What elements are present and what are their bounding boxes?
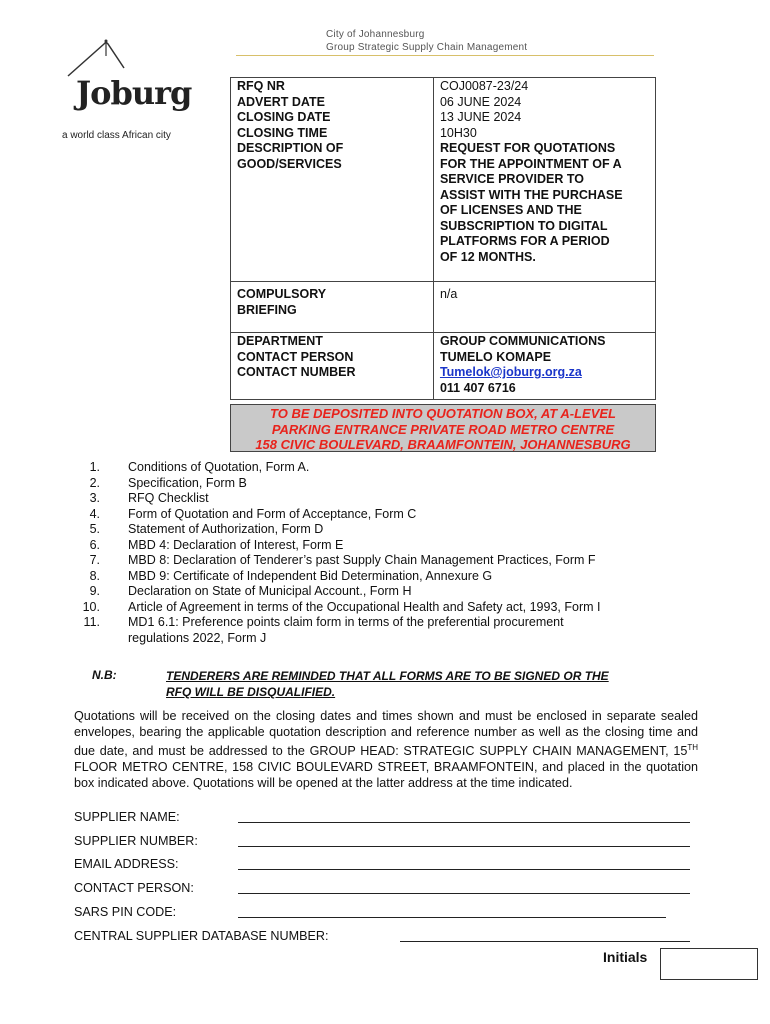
email-address-field[interactable] (238, 869, 690, 870)
supplier-number-field[interactable] (238, 846, 690, 847)
banner-line: 158 CIVIC BOULEVARD, BRAAMFONTEIN, JOHANNESBURG (255, 437, 631, 452)
contact-values (433, 333, 655, 400)
skyline-icon (64, 38, 184, 78)
csd-number-label: CENTRAL SUPPLIER DATABASE NUMBER: (74, 929, 329, 943)
contact-person-label-field: CONTACT PERSON: (74, 881, 194, 895)
table-row (231, 282, 656, 333)
briefing-label: COMPULSORY BRIEFING (231, 282, 434, 333)
contact-labels (231, 333, 434, 400)
submission-instructions: Quotations will be received on the closing dates and times shown and must be enclosed in separate sealed envelopes, bearing the applicable quotation description and reference number as well as the closing time and due date, and must be addressed to the GROUP HEAD: STRATEGIC SUPPLY CHAIN MANAGEMENT, 15TH FLOOR METRO CENTRE, 158 CIVIC BOULEVARD STREET, BRAAMFONTEIN, and placed in the quotation box indicated above. Quotations will be opened at the latter address at the time indicated. (74, 709, 698, 790)
table-row (231, 78, 656, 282)
deposit-instructions-banner (230, 404, 656, 452)
csd-number-field[interactable] (400, 941, 690, 942)
rfq-header-values (433, 78, 655, 282)
advert-date-label: ADVERT DATE (237, 94, 325, 109)
nb-label: N.B: (92, 668, 117, 682)
supplier-number-label: SUPPLIER NUMBER: (74, 834, 198, 848)
list-item: 9. Declaration on State of Municipal Account., Form H (89, 584, 412, 598)
initials-box[interactable] (660, 948, 758, 980)
contact-email-link[interactable]: Tumelok@joburg.org.za (439, 365, 582, 379)
contact-phone: 011 407 6716 (439, 380, 516, 395)
rfq-nr-value: COJ0087-23/24 (439, 79, 529, 93)
department-value: GROUP COMMUNICATIONS (439, 334, 606, 348)
list-item: 5. Statement of Authorization, Form D (89, 522, 324, 536)
rfq-header-labels (231, 78, 434, 282)
briefing-value: n/a (433, 282, 655, 333)
list-item: regulations 2022, Form J (128, 630, 267, 645)
rfq-nr-label: RFQ NR (237, 79, 285, 93)
document-header (236, 28, 654, 56)
closing-date-value: 13 JUNE 2024 (439, 110, 522, 124)
list-item: 10. Article of Agreement in terms of the Occupational Health and Safety act, 1993, Form I (82, 599, 601, 614)
supplier-name-label: SUPPLIER NAME: (74, 810, 180, 824)
list-item: 8. MBD 9: Certificate of Independent Bid Determination, Annexure G (89, 568, 493, 583)
list-item: 3. RFQ Checklist (89, 491, 209, 505)
contact-person-value: TUMELO KOMAPE (439, 349, 552, 364)
contact-person-field[interactable] (238, 893, 690, 894)
list-item: 4. Form of Quotation and Form of Acceptance, Form C (89, 506, 417, 521)
email-address-label: EMAIL ADDRESS: (74, 857, 179, 871)
closing-date-label: CLOSING DATE (237, 110, 331, 124)
initials-label: Initials (603, 949, 648, 965)
sars-pin-label: SARS PIN CODE: (74, 905, 177, 919)
banner-line: PARKING ENTRANCE PRIVATE ROAD METRO CENTRE (271, 421, 615, 437)
closing-time-value: 10H30 (439, 125, 477, 140)
logo-wordmark: Joburg (76, 74, 192, 112)
list-item: 7. MBD 8: Declaration of Tenderer’s past Supply Chain Management Practices, Form F (89, 553, 596, 567)
closing-time-label: CLOSING TIME (237, 125, 328, 140)
table-row (231, 333, 656, 400)
logo-tagline: a world class African city (62, 130, 171, 141)
header-department: Group Strategic Supply Chain Management (326, 42, 528, 53)
contact-number-label: CONTACT NUMBER (237, 365, 356, 379)
list-item: 2. Specification, Form B (89, 475, 247, 490)
list-item: 11. MD1 6.1: Preference points claim form in terms of the preferential procurement (83, 615, 564, 629)
header-city: City of Johannesburg (326, 29, 425, 40)
advert-date-value: 06 JUNE 2024 (439, 94, 522, 109)
rfq-details-table (230, 77, 656, 400)
banner-line: TO BE DEPOSITED INTO QUOTATION BOX, AT A-LEVEL (270, 406, 616, 421)
list-item: 6. MBD 4: Declaration of Interest, Form E (89, 537, 344, 552)
forms-list (78, 460, 678, 646)
description-value: REQUEST FOR QUOTATIONS FOR THE APPOINTMENT OF A SERVICE PROVIDER TO ASSIST WITH THE PURCHASE OF LICENSES AND THE SUBSCRIPTION TO DIGITAL PLATFORMS FOR A PERIOD OF 12 MONTHS. (439, 141, 623, 264)
joburg-logo (56, 38, 196, 148)
contact-person-label: CONTACT PERSON (237, 349, 354, 364)
nb-warning: TENDERERS ARE REMINDED THAT ALL FORMS ARE TO BE SIGNED OR THE RFQ WILL BE DISQUALIFIED. (166, 669, 609, 699)
description-label: DESCRIPTION OF GOOD/SERVICES (237, 141, 344, 171)
department-label: DEPARTMENT (237, 334, 323, 348)
list-item: 1. Conditions of Quotation, Form A. (89, 460, 310, 474)
sars-pin-field[interactable] (238, 917, 666, 918)
supplier-name-field[interactable] (238, 822, 690, 823)
